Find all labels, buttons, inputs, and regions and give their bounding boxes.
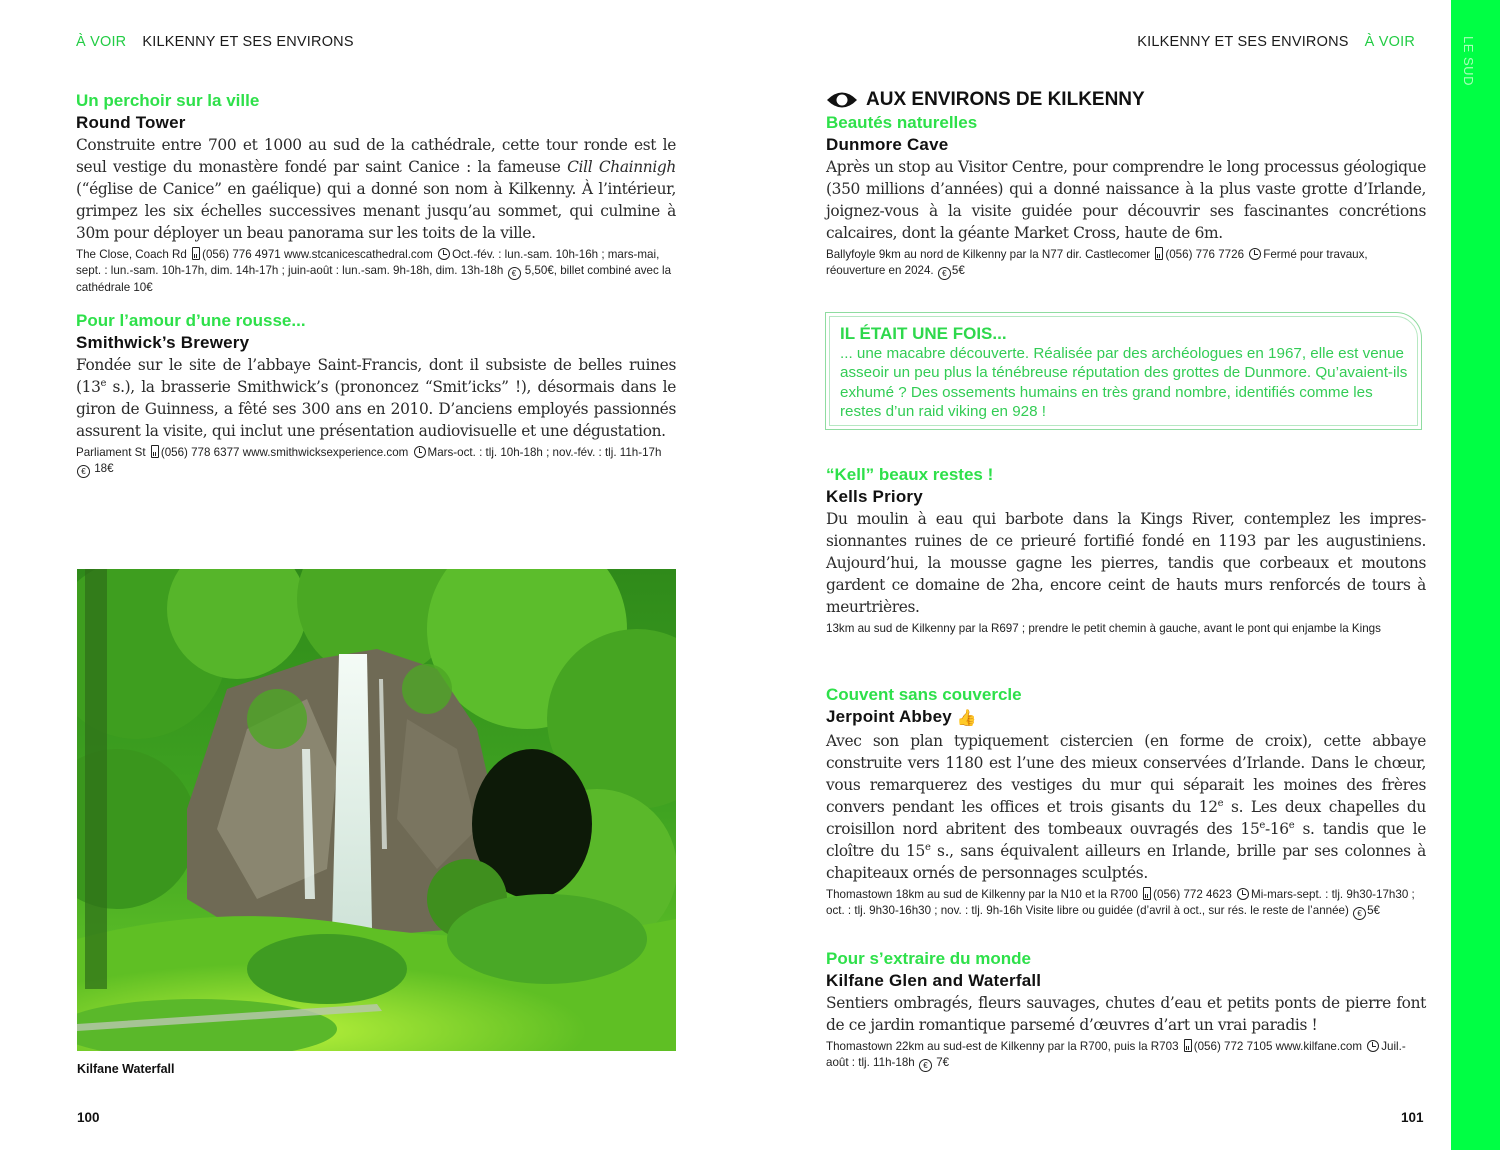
section-label: À VOIR bbox=[1364, 34, 1415, 50]
clock-icon bbox=[1249, 248, 1261, 260]
hours: Mars-oct. : tlj. 10h-18h ; nov.-fév. : tlj. 11h-17h bbox=[427, 446, 662, 459]
page-number-left: 100 bbox=[77, 1110, 100, 1125]
section-label: À VOIR bbox=[76, 34, 127, 50]
entry-body: Fondée sur le site de l’abbaye Saint-Francis, dont il subsiste de belles ruines (13e s.), la brasserie Smithwick’s (prononcez “Smit’icks” !), désormais dans le giron de Guinness, a fêté ses 300 ans en 2010. D’anciens employés passionnés assurent la visite, qui inclut une présentation audiovisuelle et une dégustation. bbox=[76, 356, 676, 440]
address: Ballyfoyle 9km au nord de Kilkenny par la N77 dir. Castlecomer bbox=[826, 248, 1151, 261]
price: 5,50€, billet combiné avec la cathédrale 10€ bbox=[76, 264, 672, 294]
entry-practical-info bbox=[826, 247, 1426, 280]
website-link[interactable]: www.stcanicescathedral.com bbox=[283, 248, 433, 261]
hours: Oct.-fév. : lun.-sam. 10h-16h ; mars-mai, sept. : lun.-sam. 10h-17h, dim. 14h-17h ; juin-août : lun.-sam. 9h-18h, dim. 13h-18h bbox=[76, 248, 660, 277]
phone: (056) 772 7105 bbox=[1193, 1040, 1273, 1053]
entry-body: Du moulin à eau qui barbote dans la Kings River, contemplez les impres-sionnantes ruines de ce prieuré fortifié fondé en 1193 par les augustiniens. Aujourd’hui, la mousse gagne les pierres, tandis que corbeaux et moutons gardent ce domaine de 2ha, encore ceint de hauts murs renforcés de tours à meurtrières. bbox=[826, 510, 1426, 616]
euro-icon: € bbox=[508, 267, 521, 280]
address: The Close, Coach Rd bbox=[76, 248, 187, 261]
entry-round-tower bbox=[76, 90, 676, 296]
website-link[interactable]: www.smithwicksexperience.com bbox=[242, 446, 409, 459]
phone: (056) 778 6377 bbox=[160, 446, 240, 459]
website-link[interactable]: www.kilfane.com bbox=[1275, 1040, 1362, 1053]
callout-box bbox=[825, 312, 1422, 430]
entry-kilfane-glen bbox=[826, 948, 1426, 1072]
photo-caption: Kilfane Waterfall bbox=[77, 1062, 175, 1076]
phone-icon bbox=[192, 247, 200, 260]
address: Thomastown 22km au sud-est de Kilkenny par la R700, puis la R703 bbox=[826, 1040, 1179, 1053]
entry-body: Avec son plan typiquement cistercien (en forme de croix), cette abbaye construite vers 1180 est l’une des mieux conservées d’Irlande. Dans le chœur, vous remarquerez des vestiges du mur qui séparait les moines des frères convers pendant les offices et trois gisants du 12e s. Les deux chapelles du croisillon nord abritent des tombeaux ouvragés des 15e-16e s. tandis que le cloître du 15e s., sans équivalent ailleurs en Irlande, brille par ses colonnes à chapiteaux ornés de personnages sculptés. bbox=[826, 732, 1427, 882]
clock-icon bbox=[414, 446, 426, 458]
hours: Juil.-août : tlj. 11h-18h bbox=[826, 1040, 1406, 1069]
clock-icon bbox=[1367, 1040, 1379, 1052]
phone: (056) 772 4623 bbox=[1153, 888, 1232, 901]
entry-kicker: Un perchoir sur la ville bbox=[76, 91, 260, 110]
euro-icon: € bbox=[938, 267, 951, 280]
phone: (056) 776 7726 bbox=[1165, 248, 1245, 261]
entry-title: Dunmore Cave bbox=[826, 135, 949, 154]
page-number-right: 101 bbox=[1401, 1110, 1424, 1125]
address: Thomastown 18km au sud de Kilkenny par la N10 et la R700 bbox=[826, 888, 1138, 901]
entry-title: Kilfane Glen and Waterfall bbox=[826, 971, 1042, 990]
chapter-title: KILKENNY ET SES ENVIRONS bbox=[1137, 34, 1349, 50]
callout-title: IL ÉTAIT UNE FOIS... bbox=[840, 324, 1007, 343]
price: 7€ bbox=[936, 1056, 950, 1069]
section-block-dunmore bbox=[826, 88, 1426, 280]
side-tab-label: LE SUD bbox=[1461, 36, 1476, 86]
running-head-right bbox=[1137, 34, 1415, 50]
entry-practical-info: 13km au sud de Kilkenny par la R697 ; prendre le petit chemin à gauche, avant le pont qui enjambe la Kings bbox=[826, 622, 1381, 635]
entry-kicker: Pour s’extraire du monde bbox=[826, 949, 1031, 968]
clock-icon bbox=[438, 248, 450, 260]
euro-icon: € bbox=[919, 1059, 932, 1072]
entry-smithwicks-brewery bbox=[76, 310, 676, 478]
entry-kicker: Pour l’amour d’une rousse... bbox=[76, 311, 306, 330]
phone-icon bbox=[1143, 887, 1151, 900]
side-tab bbox=[1451, 0, 1500, 1150]
price: 5€ bbox=[951, 264, 965, 277]
entry-body: Après un stop au Visitor Centre, pour comprendre le long processus géologique (350 millions d’années) qui a donné naissance à la plus vaste grotte d’Irlande, joignez-vous à la visite guidée pour découvrir ses fascinantes concrétions calcaires, dont la géante Market Cross, haute de 6m. bbox=[826, 158, 1426, 242]
entry-practical-info bbox=[76, 445, 676, 478]
clock-icon bbox=[1237, 888, 1249, 900]
entry-title: Round Tower bbox=[76, 113, 186, 132]
entry-practical-info bbox=[826, 887, 1426, 920]
entry-title: Kells Priory bbox=[826, 487, 923, 506]
address: Parliament St bbox=[76, 446, 146, 459]
phone-icon bbox=[151, 445, 159, 458]
right-page bbox=[750, 0, 1500, 1150]
price: 5€ bbox=[1367, 904, 1381, 917]
entry-body: Construite entre 700 et 1000 au sud de la cathédrale, cette tour ronde est le seul vestige du monastère fondé par saint Canice : la fameuse Cill Chainnigh (“église de Canice” en gaélique) qui a donné son nom à Kilkenny. À l’intérieur, grimpez les six échelles successives menant jusqu’au sommet, qui culmine à 30m pour déployer un beau panorama sur les toits de la ville. bbox=[76, 136, 676, 242]
entry-title: Smithwick’s Brewery bbox=[76, 333, 250, 352]
phone: (056) 776 4971 bbox=[202, 248, 281, 261]
callout-text: ... une macabre découverte. Réalisée par des archéologues en 1967, elle est venue asseoir un peu plus la ténébreuse réputation des grottes de Dunmore. Qu’avaient-ils exhumé ? Des ossements humains en très grand nombre, identifiés comme les restes d’un raid viking en 928 ! bbox=[840, 345, 1408, 420]
entry-jerpoint-abbey bbox=[826, 684, 1426, 920]
entry-kicker: Beautés naturelles bbox=[826, 113, 978, 132]
phone-icon bbox=[1155, 247, 1163, 260]
entry-kicker: “Kell” beaux restes ! bbox=[826, 465, 994, 484]
waterfall-photo bbox=[77, 569, 676, 1051]
running-head-left bbox=[76, 34, 354, 50]
euro-icon: € bbox=[77, 465, 90, 478]
entry-kicker: Couvent sans couvercle bbox=[826, 685, 1022, 704]
entry-body: Sentiers ombragés, fleurs sauvages, chutes d’eau et petits ponts de pierre font de ce jardin romantique parsemé d’œuvres d’art un vrai paradis ! bbox=[826, 994, 1426, 1034]
entry-title: Jerpoint Abbey 👍 bbox=[826, 707, 977, 727]
section-heading: AUX ENVIRONS DE KILKENNY bbox=[826, 88, 1426, 112]
hours: Mi-mars-sept. : tlj. 9h30-17h30 ; oct. : tlj. 9h30-16h30 ; nov. : tlj. 9h-16h Visite libre ou guidée (d’avril à oct., sur rés. le reste de l’année) bbox=[826, 888, 1415, 917]
chapter-title: KILKENNY ET SES ENVIRONS bbox=[142, 34, 354, 50]
thumbs-up-icon: 👍 bbox=[956, 710, 977, 727]
hours: Fermé pour travaux, réouverture en 2024. bbox=[826, 248, 1368, 277]
entry-kells-priory bbox=[826, 464, 1426, 637]
entry-practical-info bbox=[826, 1039, 1426, 1072]
price: 18€ bbox=[94, 462, 114, 475]
eye-icon bbox=[826, 91, 858, 109]
phone-icon bbox=[1184, 1039, 1192, 1052]
entry-practical-info bbox=[76, 247, 676, 296]
euro-icon: € bbox=[1353, 907, 1366, 920]
